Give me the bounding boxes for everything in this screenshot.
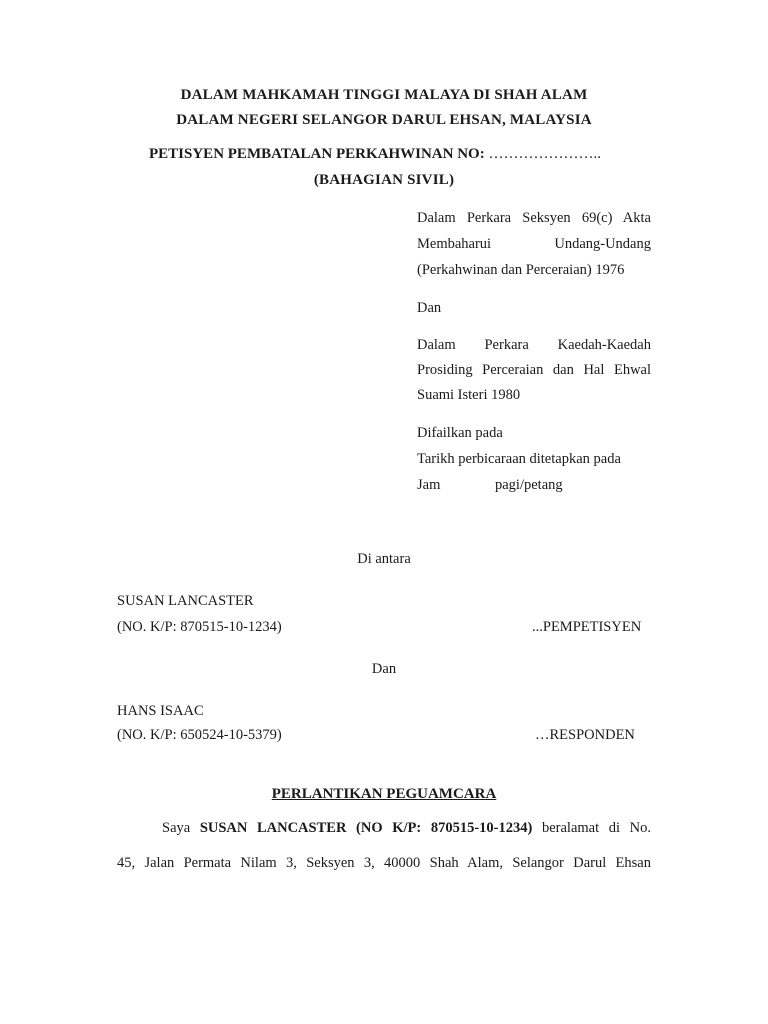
division-label: (BAHAGIAN SIVIL) [313, 172, 455, 188]
appointment-para-line2: 45, Jalan Permata Nilam 3, Seksyen 3, 40000 Shah Alam, Selangor Darul Ehsan [117, 855, 651, 871]
court-name-line1: DALAM MAHKAMAH TINGGI MALAYA DI SHAH ALAM [180, 87, 588, 103]
matter-block2-line2: Prosiding Perceraian dan Hal Ehwal [417, 362, 651, 378]
petitioner-bold-ref: SUSAN LANCASTER (NO K/P: 870515-10-1234) [199, 820, 533, 836]
between-label: Di antara [357, 551, 411, 567]
court-name-line2: DALAM NEGERI SELANGOR DARUL EHSAN, MALAYSIA [176, 112, 592, 128]
appointment-para-line1 [162, 820, 651, 837]
matter-block2-line1: Dalam Perkara Kaedah-Kaedah [417, 337, 651, 353]
respondent-role: …RESPONDEN [535, 727, 635, 743]
petitioner-role: ...PEMPETISYEN [532, 619, 642, 635]
petitioner-name: SUSAN LANCASTER [117, 593, 254, 609]
matter-block1-line2: Membaharui Undang-Undang [417, 236, 651, 252]
matter-block1-line3: (Perkahwinan dan Perceraian) 1976 [417, 262, 625, 278]
time-suffix: pagi/petang [495, 477, 563, 493]
appointment-heading: PERLANTIKAN PEGUAMCARA [271, 786, 497, 802]
matter-and: Dan [417, 300, 442, 316]
matter-block2-line3: Suami Isteri 1980 [417, 387, 521, 403]
petition-label: PETISYEN PEMBATALAN PERKAHWINAN NO: [149, 146, 485, 162]
time-label: Jam [417, 477, 441, 493]
respondent-name: HANS ISAAC [117, 703, 204, 719]
hearing-date-label: Tarikh perbicaraan ditetapkan pada [417, 451, 621, 467]
petition-number-line [149, 146, 601, 163]
matter-block1-line1: Dalam Perkara Seksyen 69(c) Akta [417, 210, 651, 226]
para-rest: beralamat di No. [541, 820, 651, 836]
respondent-id: (NO. K/P: 650524-10-5379) [117, 727, 282, 743]
para-start: Saya [162, 820, 191, 836]
petition-number: ………………….. [488, 146, 601, 162]
petitioner-id: (NO. K/P: 870515-10-1234) [117, 619, 282, 635]
parties-and: Dan [371, 661, 397, 677]
filed-on-label: Difailkan pada [417, 425, 503, 441]
